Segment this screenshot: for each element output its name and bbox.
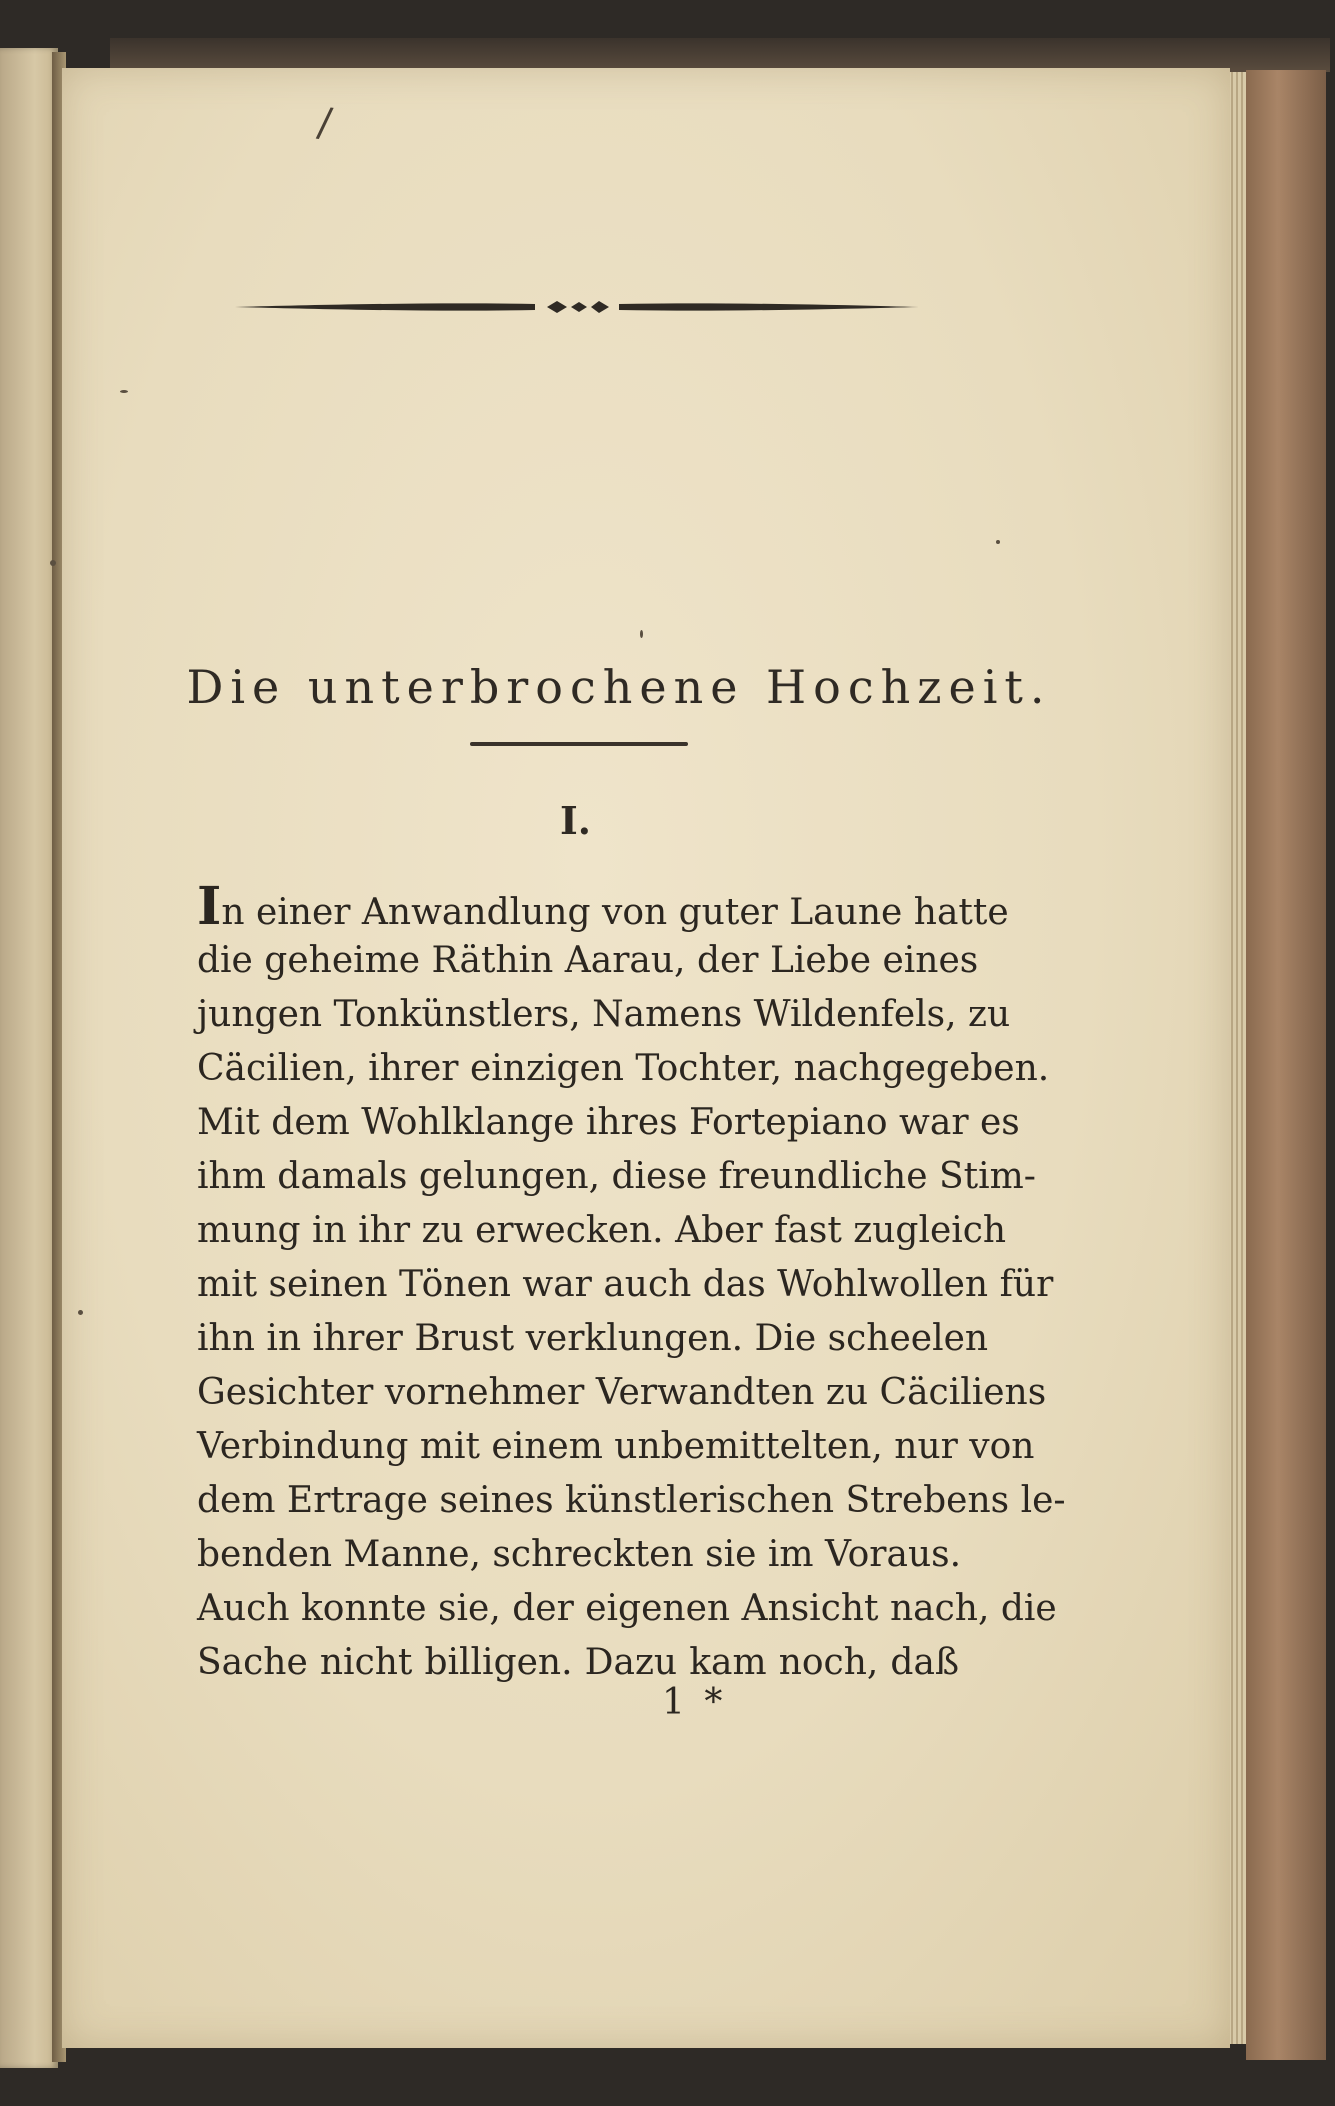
text-line: Auch konnte sie, der eigenen Ansicht nach, die: [197, 1588, 1057, 1629]
text-line: ihn in ihrer Brust verklungen. Die scheelen: [197, 1318, 989, 1359]
text-line: mit seinen Tönen war auch das Wohlwollen für: [197, 1264, 1054, 1305]
text-line: benden Manne, schreckten sie im Voraus.: [197, 1534, 962, 1575]
book-cover-board: [1246, 70, 1326, 2060]
text-line: dem Ertrage seines künstlerischen Strebens le-: [197, 1480, 1066, 1521]
text-line: Verbindung mit einem unbemittelten, nur von: [197, 1426, 1035, 1467]
chapter-number: I.: [560, 798, 592, 843]
previous-page-edge: [0, 48, 58, 2068]
body-text: [197, 876, 1066, 1690]
pencil-mark: /: [314, 99, 335, 147]
paper-speck: [120, 390, 128, 393]
text-line: Sache nicht billigen. Dazu kam noch, daß: [197, 1642, 959, 1683]
text-line: mung in ihr zu erwecken. Aber fast zugleich: [197, 1210, 1007, 1251]
title-rule: [470, 742, 688, 746]
text-line: Cäcilien, ihrer einzigen Tochter, nachgegeben.: [197, 1048, 1050, 1089]
text-line: Mit dem Wohlklange ihres Fortepiano war es: [197, 1102, 1020, 1143]
page-stack-edge: [1228, 72, 1246, 2044]
paper-speck: [996, 540, 1000, 544]
book-cover-top: [110, 38, 1330, 72]
paper-speck: [50, 560, 56, 566]
paper-speck: [78, 1310, 83, 1315]
paper-speck: [640, 630, 643, 638]
text-line: ihm damals gelungen, diese freundliche Stim-: [197, 1156, 1036, 1197]
text-line: die geheime Räthin Aarau, der Liebe eines: [197, 940, 979, 981]
sheet-signature: 1 *: [662, 1682, 727, 1723]
text-line: In einer Anwandlung von guter Laune hatte: [197, 876, 1009, 937]
text-line: Gesichter vornehmer Verwandten zu Cäciliens: [197, 1372, 1047, 1413]
ornament-divider-icon: [235, 292, 919, 322]
story-title: Die unterbrochene Hochzeit.: [186, 660, 1052, 714]
text-line: jungen Tonkünstlers, Namens Wildenfels, zu: [197, 994, 1011, 1035]
